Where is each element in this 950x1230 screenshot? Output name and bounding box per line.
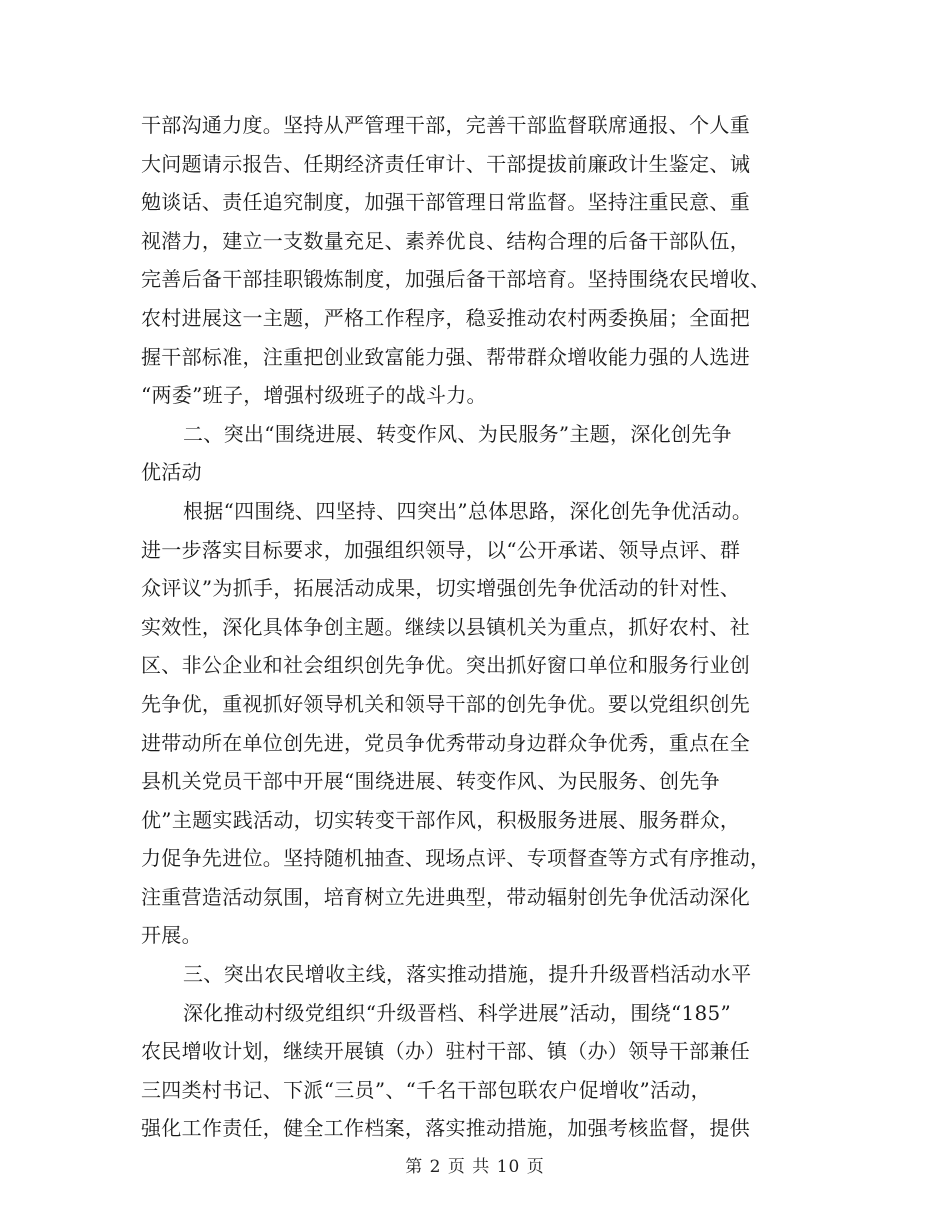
section-heading-2: 二、突出“围绕进展、转变作风、为民服务”主题，深化创先争: [183, 421, 732, 446]
text-line: 强化工作责任，健全工作档案，落实推动措施，加强考核监督，提供: [141, 1116, 750, 1141]
text-line: 注重营造活动氛围，培育树立先进典型，带动辐射创先争优活动深化: [141, 884, 750, 909]
text-line: 进一步落实目标要求，加强组织领导，以“公开承诺、领导点评、群: [141, 537, 741, 562]
text-line: 勉谈话、责任追究制度，加强干部管理日常监督。坚持注重民意、重: [141, 190, 750, 215]
body-text: [141, 106, 811, 1148]
section-heading-2-cont: 优活动: [141, 460, 202, 485]
text-line: 进带动所在单位创先进，党员争优秀带动身边群众争优秀，重点在全: [141, 730, 750, 755]
text-line: 开展。: [141, 923, 202, 948]
text-line: “两委”班子，增强村级班子的战斗力。: [141, 383, 487, 408]
text-line: 农民增收计划，继续开展镇（办）驻村干部、镇（办）领导干部兼任: [141, 1039, 750, 1064]
text-line: 深化推动村级党组织“升级晋档、科学进展”活动，围绕“185”: [183, 1000, 732, 1025]
page-number-footer: 第 2 页 共 10 页: [405, 1157, 545, 1177]
text-line: 完善后备干部挂职锻炼制度，加强后备干部培育。坚持围绕农民增收、: [141, 267, 771, 292]
text-line: 优”主题实践活动，切实转变干部作风，积极服务进展、服务群众，: [141, 807, 741, 832]
text-line: 视潜力，建立一支数量充足、素养优良、结构合理的后备干部队伍，: [141, 228, 750, 253]
text-line: 农村进展这一主题，严格工作程序，稳妥推动农村两委换届；全面把: [141, 305, 750, 330]
text-line: 三四类村书记、下派“三员”、“千名干部包联农户促增收”活动，: [141, 1077, 711, 1102]
text-line: 众评议”为抓手，拓展活动成果，切实增强创先争优活动的针对性、: [141, 576, 741, 601]
text-line: 实效性，深化具体争创主题。继续以县镇机关为重点，抓好农村、社: [141, 614, 750, 639]
text-line: 区、非公企业和社会组织创先争优。突出抓好窗口单位和服务行业创: [141, 653, 750, 678]
text-line: 县机关党员干部中开展“围绕进展、转变作风、为民服务、创先争: [141, 769, 720, 794]
text-line: 大问题请示报告、任期经济责任审计、干部提拔前廉政计生鉴定、诫: [141, 151, 750, 176]
text-line: 根据“四围绕、四坚持、四突出”总体思路，深化创先争优活动。: [183, 498, 753, 523]
text-line: 力促争先进位。坚持随机抽查、现场点评、专项督查等方式有序推动，: [141, 846, 771, 871]
text-line: 先争优，重视抓好领导机关和领导干部的创先争优。要以党组织创先: [141, 691, 750, 716]
text-line: 干部沟通力度。坚持从严管理干部，完善干部监督联席通报、个人重: [141, 113, 750, 137]
section-heading-3: 三、突出农民增收主线，落实推动措施，提升升级晋档活动水平: [183, 962, 752, 987]
text-line: 握干部标准，注重把创业致富能力强、帮带群众增收能力强的人选进: [141, 344, 750, 369]
